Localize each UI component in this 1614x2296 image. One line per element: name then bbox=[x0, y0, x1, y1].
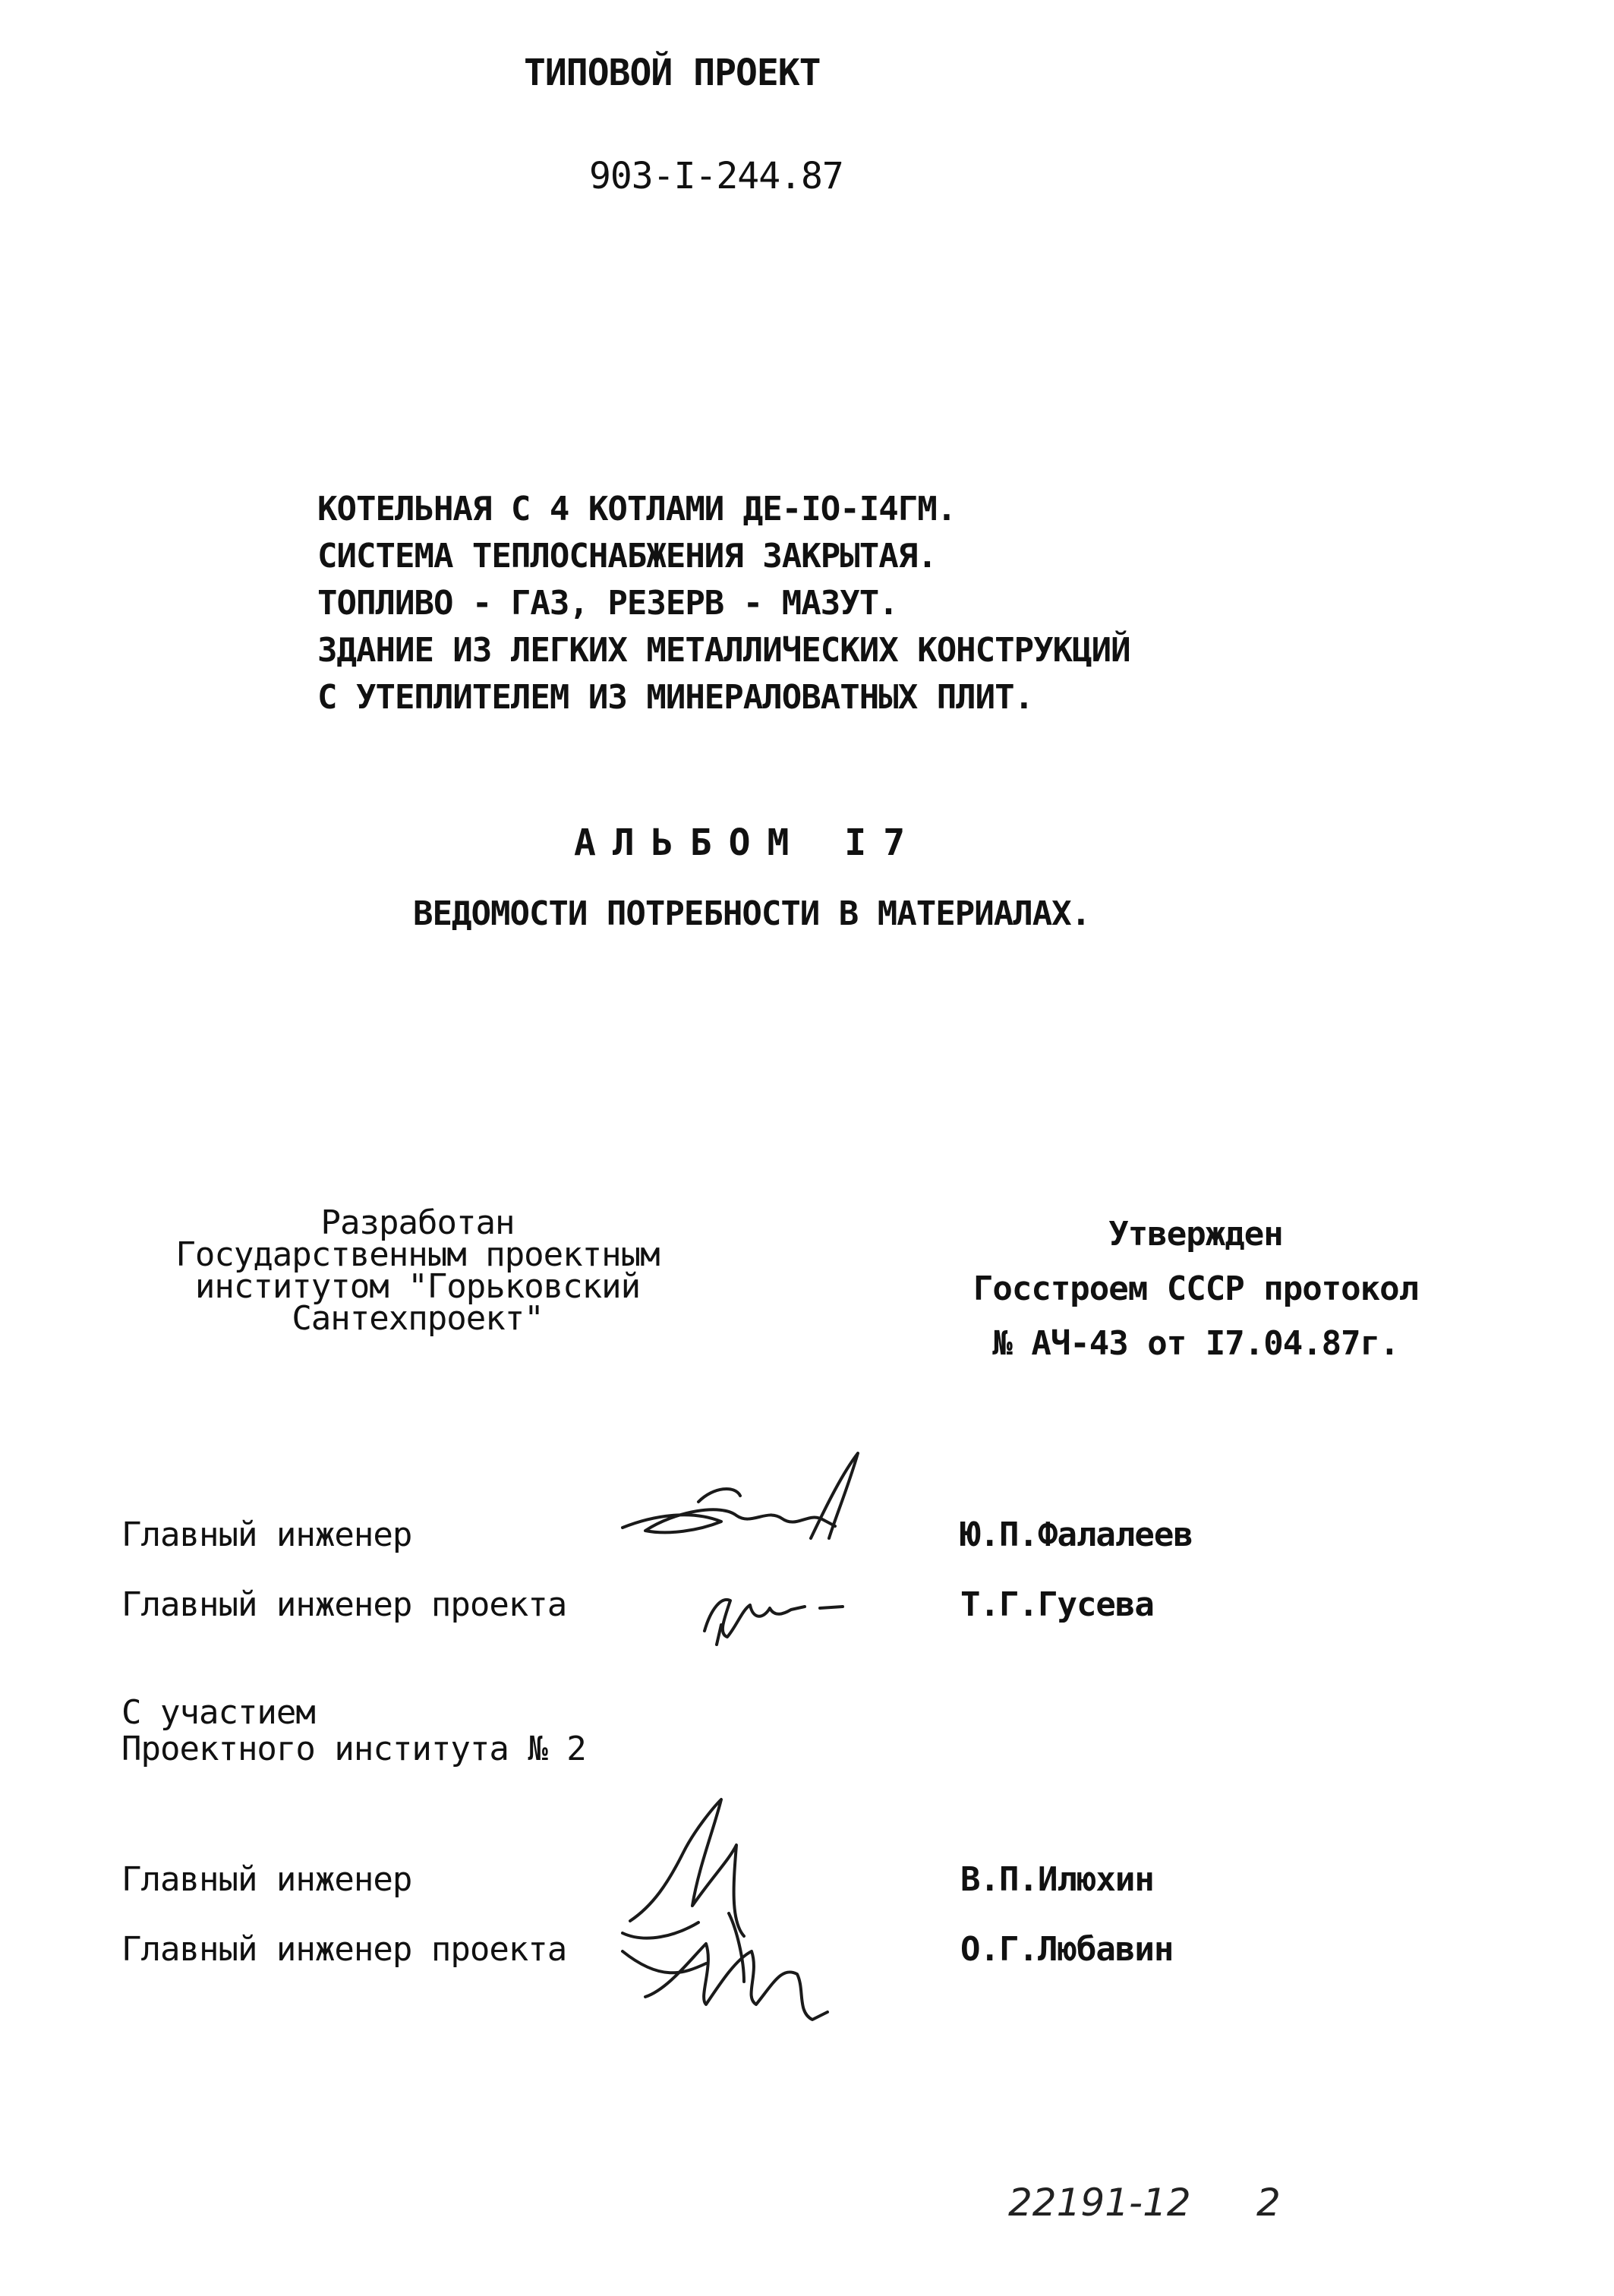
developed-line: Разработан bbox=[320, 1203, 515, 1242]
signature-inst2-chief-project-engineer bbox=[623, 1898, 850, 2027]
signatory-name: Т.Г.Гусева bbox=[960, 1585, 1154, 1624]
signatory-role: Главный инженер bbox=[121, 1515, 412, 1554]
album-title: АЛЬБОМ I7 bbox=[574, 822, 922, 864]
signatory-role: Главный инженер bbox=[121, 1860, 412, 1899]
developed-line: институтом "Горьковский bbox=[194, 1267, 641, 1306]
project-type-title: ТИПОВОЙ ПРОЕКТ bbox=[524, 52, 821, 94]
participation-block bbox=[121, 1695, 586, 1768]
approved-by-block bbox=[934, 1207, 1458, 1371]
signatory-role: Главный инженер проекта bbox=[121, 1585, 567, 1624]
developed-by-block bbox=[129, 1203, 706, 1338]
approved-line: Утвержден bbox=[1108, 1215, 1283, 1254]
participation-line: Проектного института № 2 bbox=[121, 1730, 586, 1768]
developed-line: Государственным проектным bbox=[175, 1235, 660, 1274]
signature-chief-project-engineer bbox=[691, 1572, 865, 1648]
approved-line: Госстроем СССР протокол bbox=[972, 1269, 1419, 1308]
description-line: СИСТЕМА ТЕПЛОСНАБЖЕНИЯ ЗАКРЫТАЯ. bbox=[317, 537, 937, 576]
description-line: ТОПЛИВО - ГАЗ, РЕЗЕРВ - МАЗУТ. bbox=[317, 584, 898, 623]
signatory-name: Ю.П.Фалалеев bbox=[960, 1515, 1193, 1554]
description-line: ЗДАНИЕ ИЗ ЛЕГКИХ МЕТАЛЛИЧЕСКИХ КОНСТРУКЦИЙ bbox=[317, 631, 1130, 670]
signature-chief-engineer bbox=[607, 1443, 865, 1556]
description-line: С УТЕПЛИТЕЛЕМ ИЗ МИНЕРАЛОВАТНЫХ ПЛИТ. bbox=[317, 678, 1034, 717]
project-description bbox=[317, 486, 1130, 721]
developed-line: Сантехпроект" bbox=[292, 1299, 544, 1338]
signatory-name: О.Г.Любавин bbox=[960, 1930, 1174, 1969]
signatory-role: Главный инженер проекта bbox=[121, 1930, 567, 1969]
project-number: 903-I-244.87 bbox=[589, 155, 843, 197]
document-number: 22191-12 bbox=[1008, 2181, 1191, 2225]
participation-line: С участием bbox=[121, 1693, 315, 1732]
album-subtitle: ВЕДОМОСТИ ПОТРЕБНОСТИ В МАТЕРИАЛАХ. bbox=[413, 894, 1091, 933]
description-line: КОТЕЛЬНАЯ С 4 КОТЛАМИ ДЕ-IO-I4ГМ. bbox=[317, 490, 957, 528]
signatory-name: В.П.Илюхин bbox=[960, 1860, 1154, 1899]
approved-line: № АЧ-43 от I7.04.87г. bbox=[992, 1324, 1399, 1363]
page-number: 2 bbox=[1256, 2181, 1281, 2225]
